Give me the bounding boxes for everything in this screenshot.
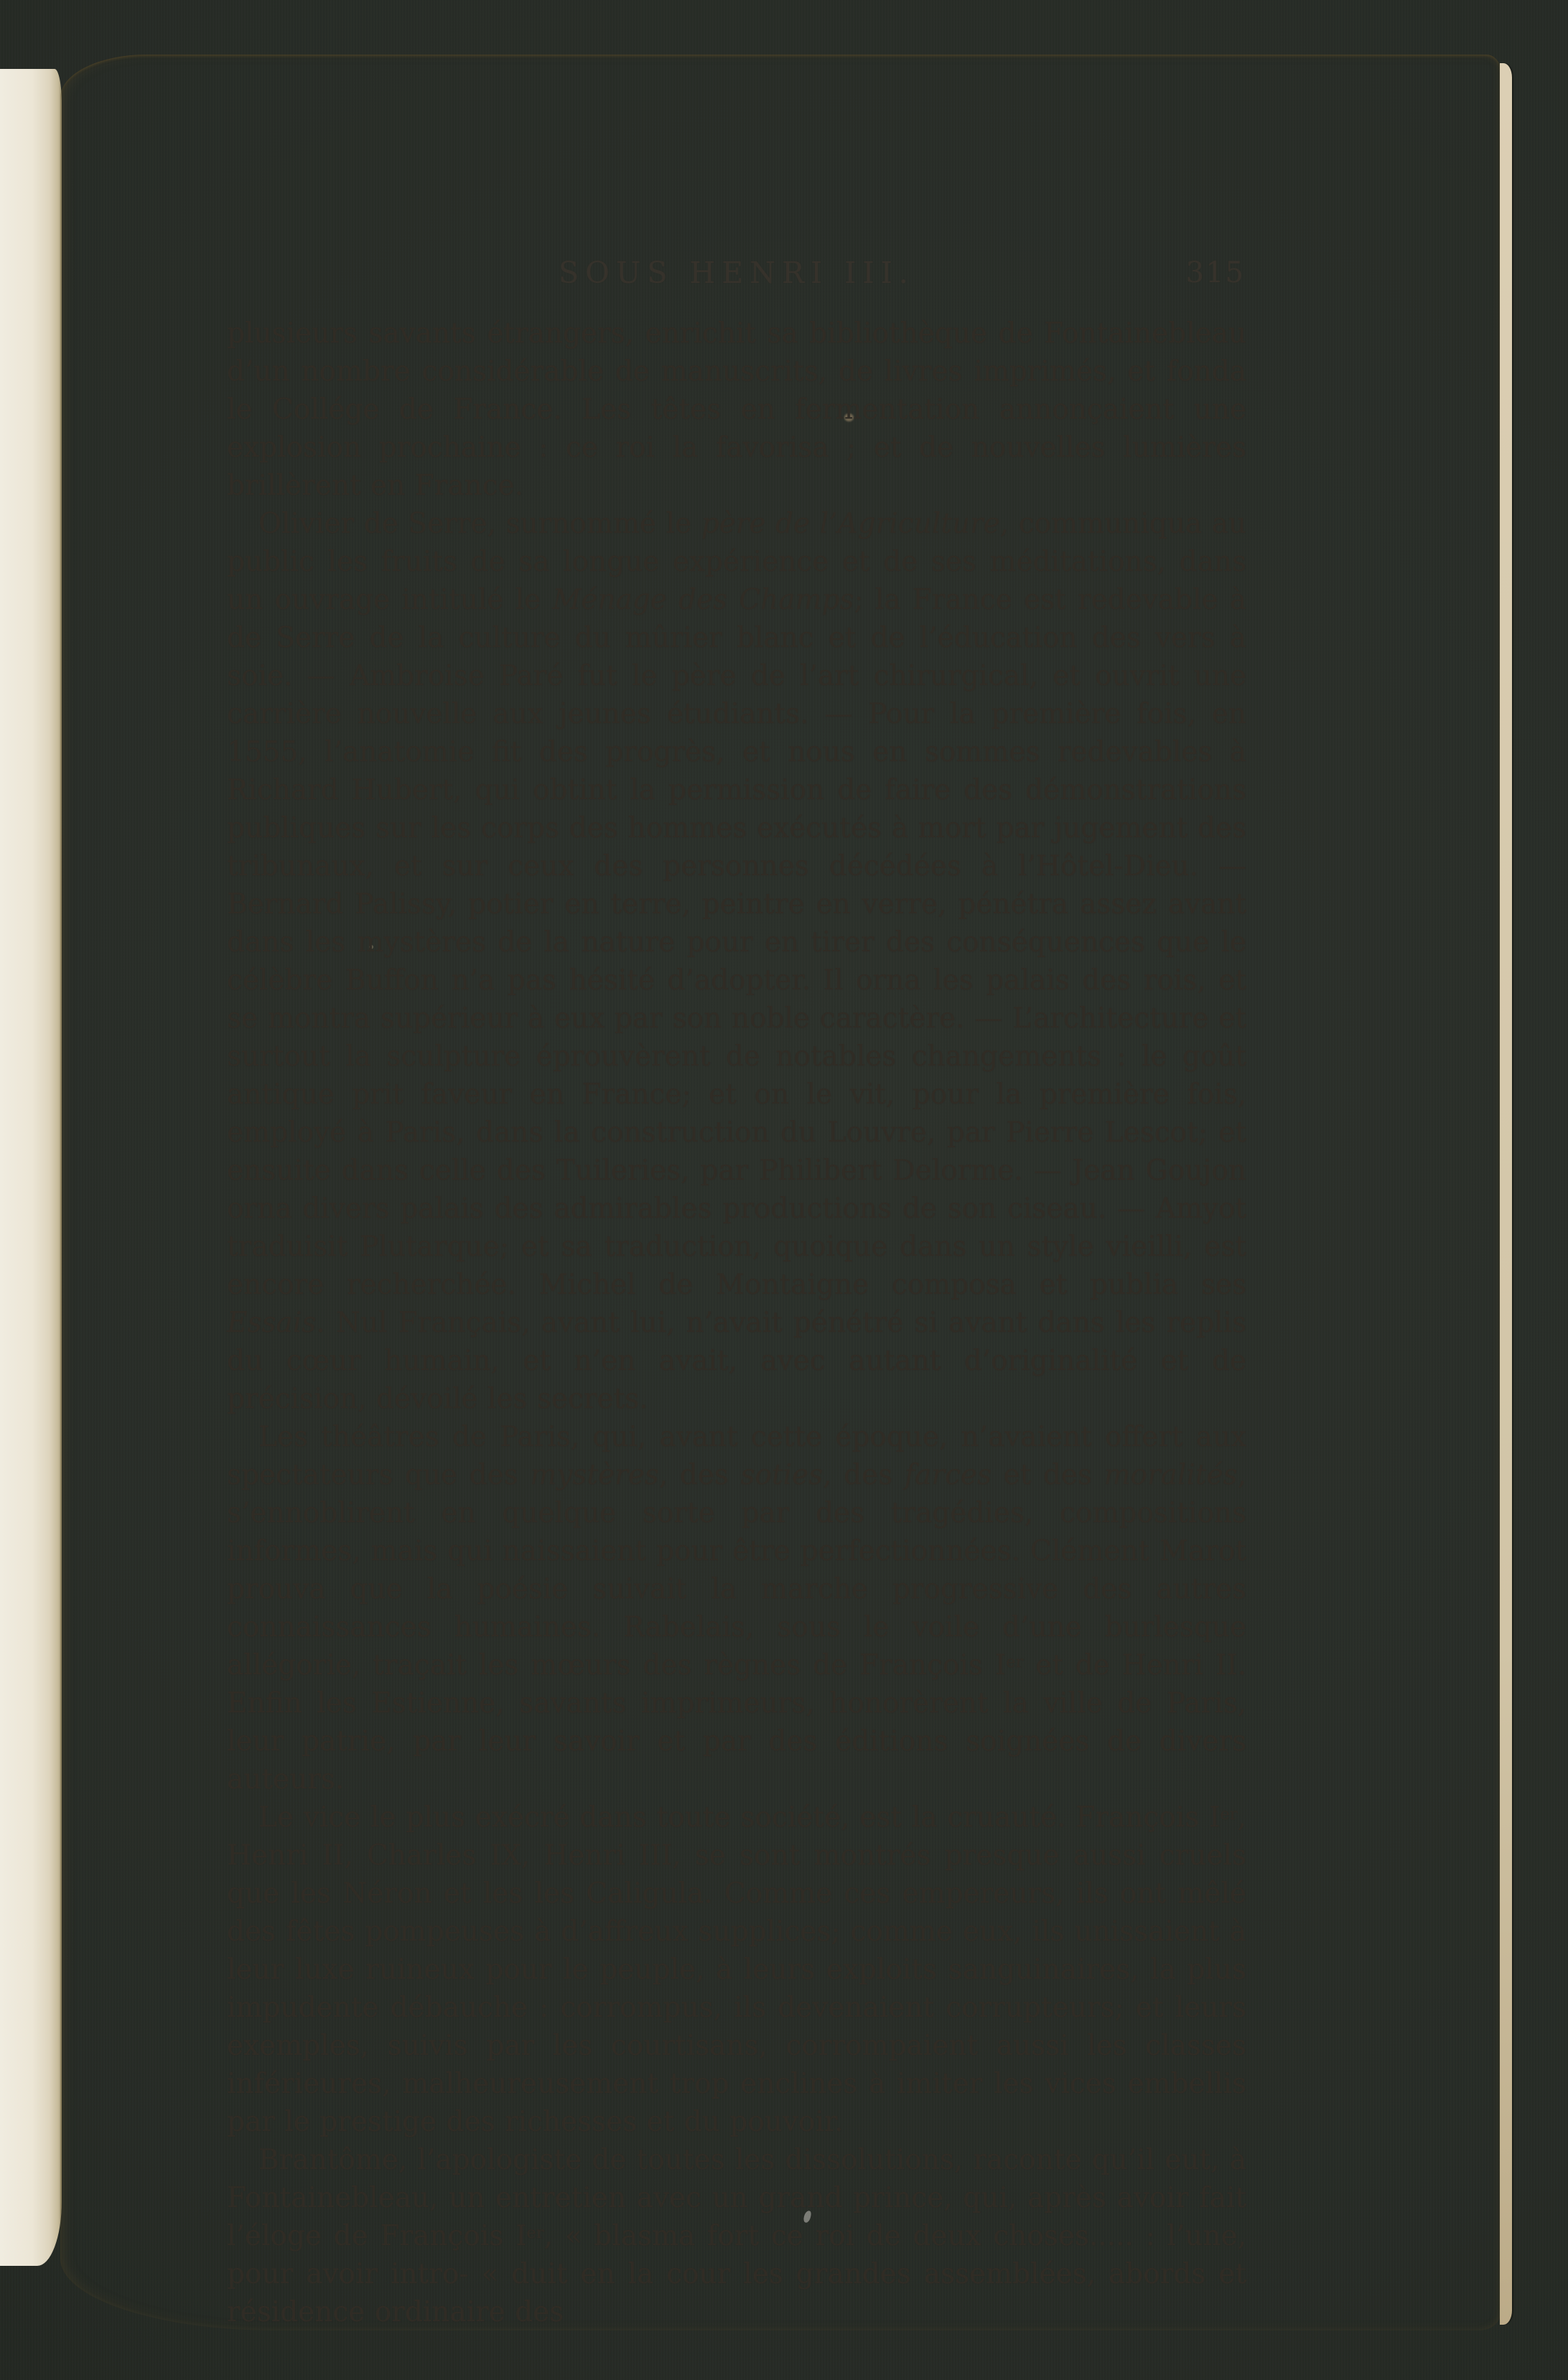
body-text: Olivier de Serre, surnommé le (258, 508, 701, 540)
paragraph (227, 2141, 1246, 2331)
page-number: 315 (1185, 256, 1245, 289)
running-head (227, 254, 1246, 291)
italic-text: moralités (1103, 1459, 1238, 1491)
text-block (227, 314, 1246, 2331)
superscript-text: er (1220, 1804, 1238, 1824)
italic-text: père de l’Agriculture (701, 508, 1000, 540)
paragraph (227, 1798, 1246, 2141)
body-text: Brantôme, l’apologiste de toutes les dissolutions, raconte qu’il eut, à Fontainebleau, un entretien avec un grand prince, qui, après avoir fait l’éloge de François I (227, 2144, 1246, 2252)
body-text: et de Henri II. Enfin les Estienne, savants imprimeurs, honorèrent la ville de Paris, leur patrie, par leur savoir et par des éditions soignées de divers auteurs. (227, 1649, 1246, 1796)
paragraph (227, 505, 1246, 1418)
body-text: et des (991, 1459, 1104, 1491)
body-text: Les théâtres de Paris, qui, avant cette époque, n’avaient offert aux spectateurs que des (227, 1421, 1246, 1491)
body-text: , s’ennoblirent en quelque sorte par des tragédies, compositions informes, mais qui naissaient pour être perfectionnées. Clément Marot prouva que la poésie suivait la marche progressive des autres connaissances humaines. Rabelais, sous le voile d’une burlesque allégorie, traçait les mœurs des règnes de François I (227, 1459, 1246, 1681)
body-text: , des (823, 1459, 905, 1491)
body-text: ; la France est redevable à de Serre de la culture du mûrier blanc et de l’éducation des vers à soie. — Ambroise Paré fut le père de l’art chirurgical, et ouvrit une carrière nouvelle aux jeunes étudiants. — Pour la première fois, en 1555, l’anatomie fit des progrès, et nous en sommes redevables à Richard Hubert, qui obtint la permission de faire des démonstrations publiques sur les corps des hommes exécutés à mort par jugement des tribunaux, et sur ceux des personnes décédées à l’Hôtel-Dieu. — Bernard Palissy, potier en terre, peintre en verre, pénétra assez avant dans les mystères de la nature pour en tirer des conséquences que le célèbre Buffon n’a pas hésité d’adopter. Il orna les palais des rois, et se montra supérieur à eux par son noble caractère. — L’architecture et surtout la sculpture éprouvèrent de notables changements : le goût antique prit faveur en France; et on le vit, pour la première fois, employé à Paris, dans la construction du Louvre, par Pierre Lescot; et ensuite dans celle des Tuileries, par Philibert Delorme. — Jean Goujon orna divers palais des admirables productions de son ciseau. — Amyot traduisit Plutarque; et sa traduction, quoique dans un style vieilli, est encore recherchée. Michel de Montaigne composa et publia ses (227, 584, 1246, 1301)
body-text: , communiqua au public les fruits de sa longue expérience et de ses méditations, dans un ouvrage intitulé le (227, 508, 1247, 616)
body-text: . Nul Français, avant lui, n’avait pénétré si avant dans les replis du cœur humain, et n’en avait, avec autant d’originalité et de précision, dévoilé les secrets. (227, 1307, 1246, 1415)
page-paper-edge (1500, 63, 1512, 2325)
page-title: SOUS HENRI III. (559, 256, 915, 290)
body-text: plusieurs savants étrangers, enrichit sa bibliothèque de Fontainebleau d’un nombre considérable de manuscrits, de livres imprimés, et fonda le Collége de France. Les têtes en fermentation annonçaient une explosion prochaine : ce roi la favorisa ; et de nouvelles lumières brillèrent en France. (227, 317, 1246, 502)
body-text: , « blasma fort ce roi de deux choses..... : l’une, pour avoir intro- « duit en la cour les grandes assemblées, abords et résidence ordinaire des (227, 2220, 1246, 2328)
italic-text: mystères (530, 1459, 659, 1491)
paragraph (227, 1418, 1246, 1798)
superscript-text: er (1006, 1652, 1024, 1671)
italic-text: Ménage des Champs (552, 584, 854, 616)
body-text: , des (658, 1459, 741, 1491)
body-text: , Henri II, Charles IX, Henri III, se sont montrés presque aussi cruels que les Néron et les les Caligula. Comme ces empereurs, ils ont mêlé des fêtes pompeuses à d’affreux supplices; comme eux, ils unissaient à leur luxe ruineux pour le peuple, à leurs exploits sanguinaires, la plus impudente débauche : corrompus, ils devenaient corrupteurs; et leurs exemples, suivis par les courtisans, corrompaient aussi les classes inférieures, malheureusement trop enclines à imiter les vices embellis par le prestige des richesses et du pouvoir. (227, 1801, 1246, 2138)
facing-page-sliver (0, 69, 62, 2266)
italic-text: soties (740, 1459, 823, 1491)
italic-text: Essais (227, 1307, 317, 1339)
superscript-text: er (526, 2223, 544, 2242)
paragraph (227, 314, 1246, 505)
body-text: Le vice le plus exécré dans toute société, est la cruauté. François I (258, 1801, 1221, 1834)
italic-text: farces (904, 1459, 991, 1491)
